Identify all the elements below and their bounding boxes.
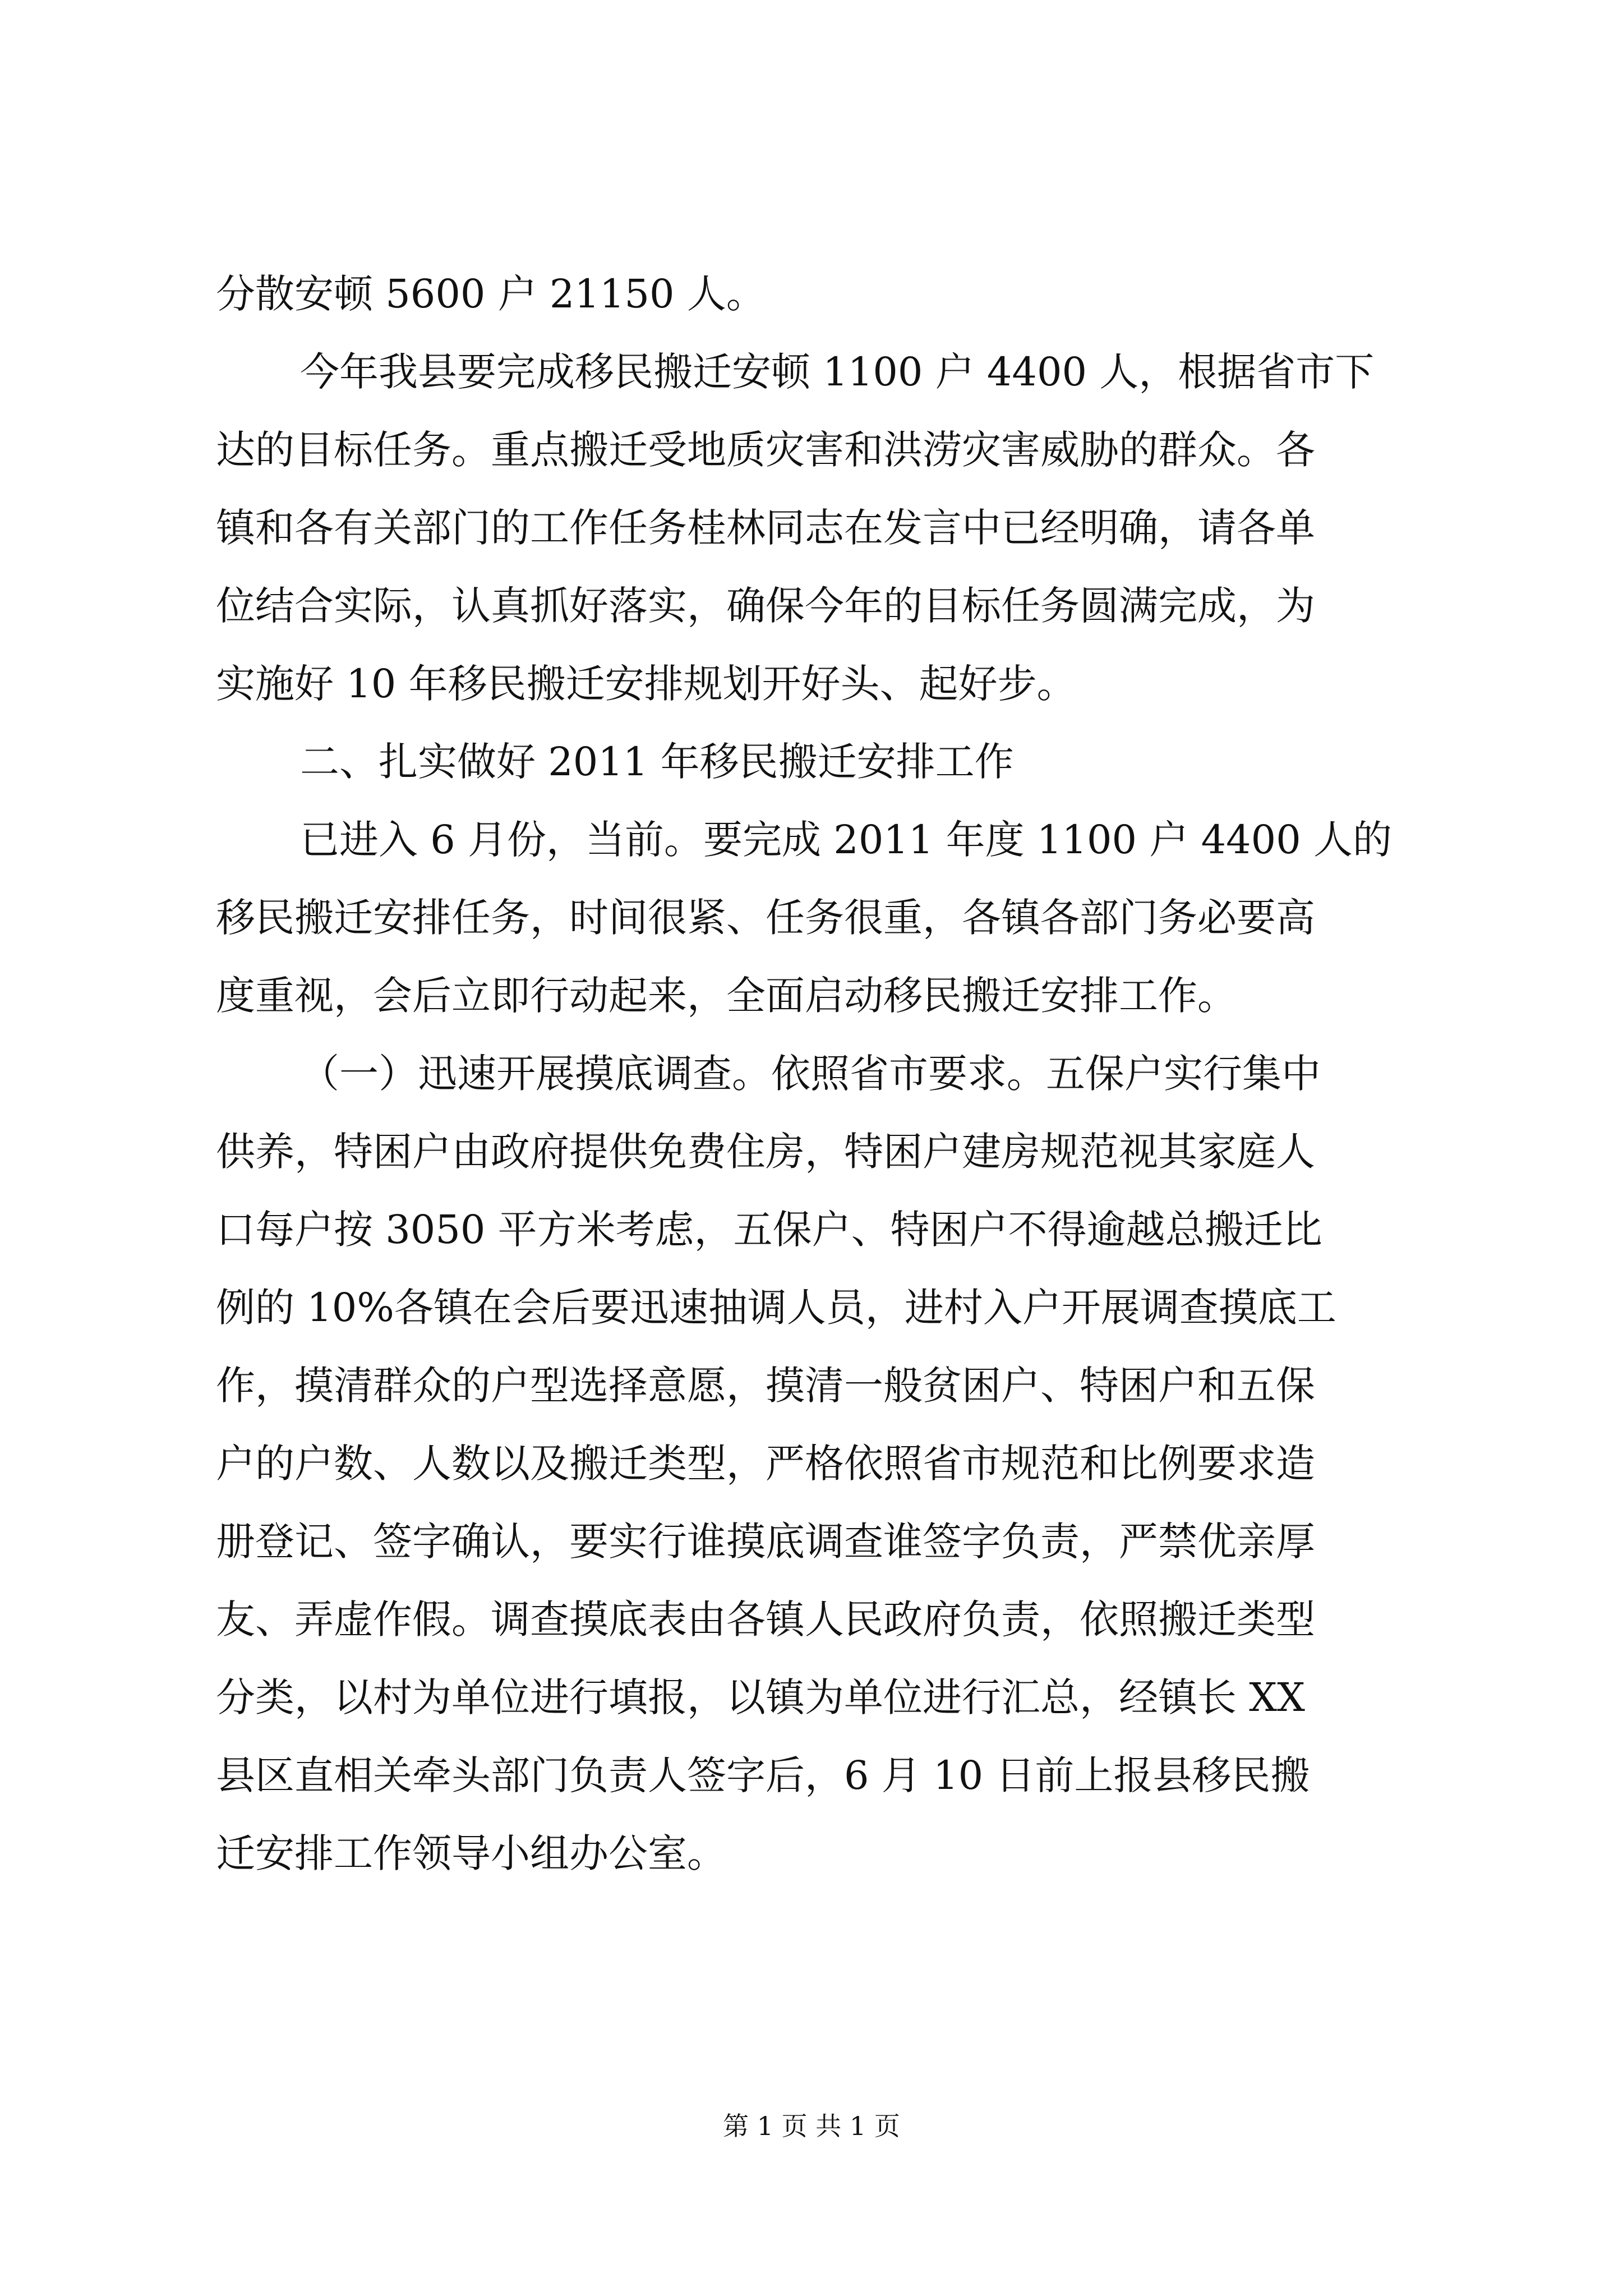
text-line: 户的户数、人数以及搬迁类型，严格依照省市规范和比例要求造 bbox=[216, 1441, 1315, 1487]
text-line: 分散安顿 5600 户 21150 人。 bbox=[216, 271, 766, 317]
text-line: 口每户按 3050 平方米考虑，五保户、特困户不得逾越总搬迁比 bbox=[216, 1207, 1322, 1253]
paragraph-start-line: 已进入 6 月份，当前。要完成 2011 年度 1100 户 4400 人的 bbox=[300, 817, 1392, 863]
text-line: 作，摸清群众的户型选择意愿，摸清一般贫困户、特困户和五保 bbox=[216, 1363, 1315, 1409]
text-line: 供养，特困户由政府提供免费住房，特困户建房规范视其家庭人 bbox=[216, 1129, 1315, 1175]
text-line: 实施好 10 年移民搬迁安排规划开好头、起好步。 bbox=[216, 661, 1076, 707]
subsection-heading-line: （一）迅速开展摸底调查。依照省市要求。五保户实行集中 bbox=[300, 1051, 1321, 1097]
text-line: 迁安排工作领导小组办公室。 bbox=[216, 1830, 726, 1876]
paragraph-start-line: 今年我县要完成移民搬迁安顿 1100 户 4400 人，根据省市下 bbox=[300, 349, 1375, 395]
text-line: 位结合实际，认真抓好落实，确保今年的目标任务圆满完成，为 bbox=[216, 583, 1315, 629]
text-line: 册登记、签字确认，要实行谁摸底调查谁签字负责，严禁优亲厚 bbox=[216, 1519, 1315, 1565]
text-line: 例的 10%各镇在会后要迅速抽调人员，进村入户开展调查摸底工 bbox=[216, 1285, 1336, 1331]
text-line: 移民搬迁安排任务，时间很紧、任务很重，各镇各部门务必要高 bbox=[216, 895, 1315, 941]
text-line: 友、弄虚作假。调查摸底表由各镇人民政府负责，依照搬迁类型 bbox=[216, 1596, 1315, 1642]
text-line: 县区直相关牵头部门负责人签字后，6 月 10 日前上报县移民搬 bbox=[216, 1752, 1310, 1798]
text-line: 镇和各有关部门的工作任务桂林同志在发言中已经明确，请各单 bbox=[216, 505, 1315, 551]
section-heading: 二、扎实做好 2011 年移民搬迁安排工作 bbox=[300, 739, 1014, 785]
page-number-footer: 第 1 页 共 1 页 bbox=[723, 2111, 900, 2141]
document-body bbox=[216, 255, 1422, 1893]
text-line: 分类，以村为单位进行填报，以镇为单位进行汇总，经镇长 XX bbox=[216, 1674, 1305, 1720]
text-line: 度重视，会后立即行动起来，全面启动移民搬迁安排工作。 bbox=[216, 973, 1237, 1019]
text-line: 达的目标任务。重点搬迁受地质灾害和洪涝灾害威胁的群众。各 bbox=[216, 427, 1315, 473]
